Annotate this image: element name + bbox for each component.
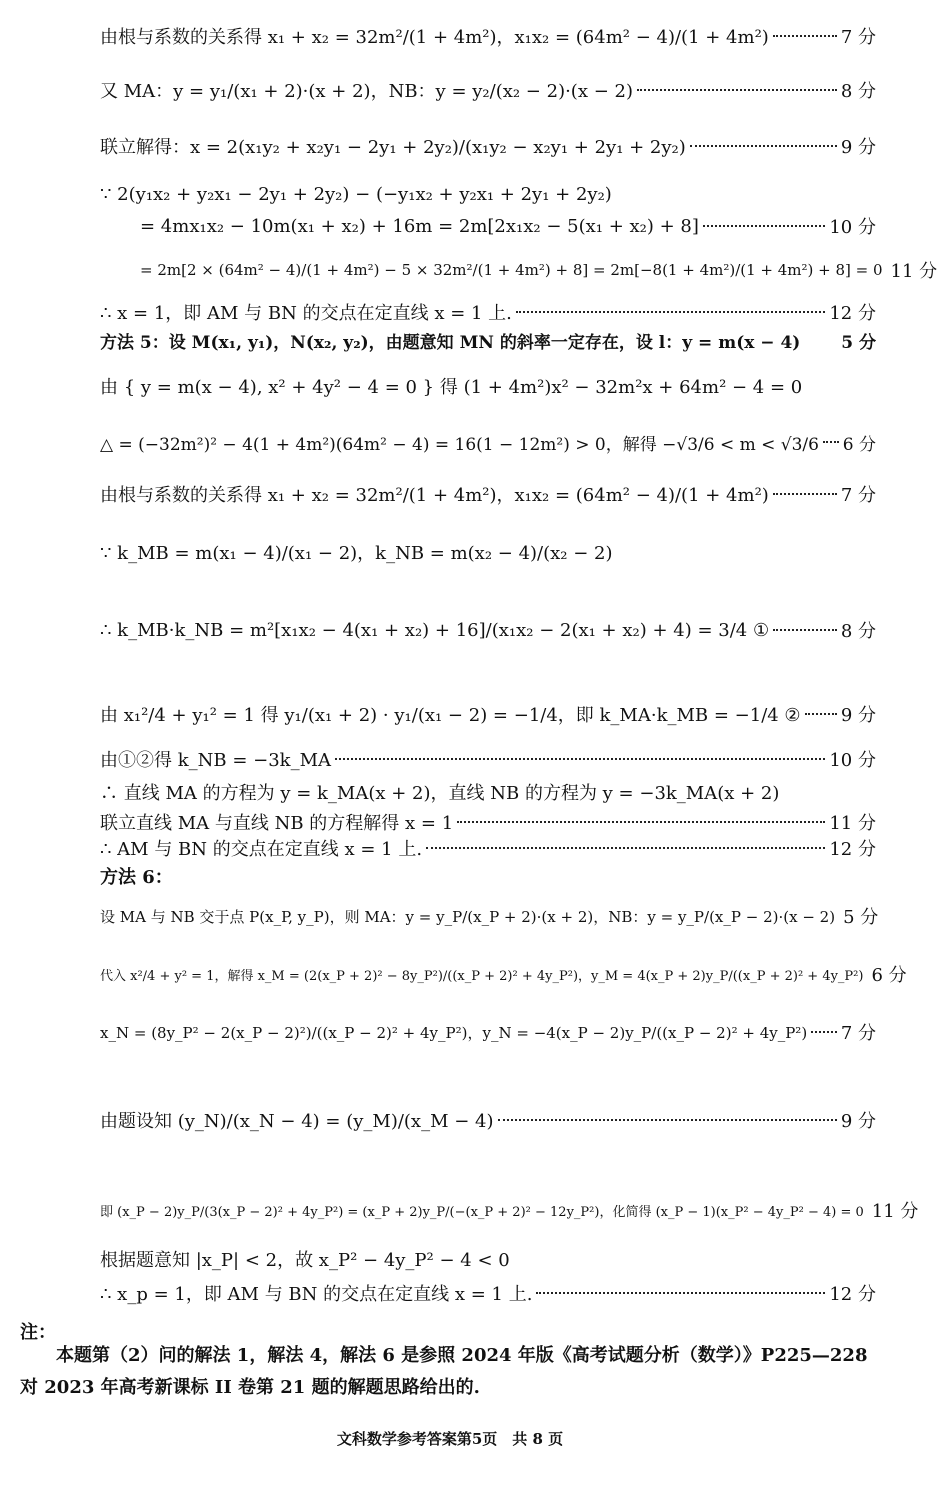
method-5-heading [100, 326, 876, 354]
solution-line [100, 694, 876, 734]
line-score: 5 分 [843, 907, 879, 928]
leader-dots [773, 35, 837, 37]
line-text: 联立解得：x = 2(x₁y₂ + x₂y₁ − 2y₁ + 2y₂)/(x₁y₂ − x₂y₁ + 2y₁ + 2y₂) [100, 137, 686, 158]
line-text: ∴ x_p = 1，即 AM 与 BN 的交点在定直线 x = 1 上. [100, 1284, 533, 1305]
line-score: 10 分 [829, 217, 876, 238]
line-text: ∴ AM 与 BN 的交点在定直线 x = 1 上. [100, 839, 423, 860]
note-text: 本题第（2）问的解法 1，解法 4，解法 6 是参照 2024 年版《高考试题分析（数学）》P225—228 对 2023 年高考新课标 II 卷第 21 题的解题思路给出的. [20, 1345, 868, 1398]
leader-dots [703, 225, 825, 227]
line-text: 设 MA 与 NB 交于点 P(x_P, y_P)，则 MA：y = y_P/(x_P + 2)·(x + 2)，NB：y = y_P/(x_P − 2)·(x − 2) [100, 907, 836, 926]
solution-line [100, 180, 876, 208]
solution-line [100, 1080, 876, 1160]
line-score: 11 分 [890, 261, 937, 282]
note-label-text: 注： [20, 1322, 56, 1343]
solution-line [100, 530, 876, 574]
solution-line [100, 362, 876, 410]
solution-line [100, 1188, 919, 1232]
solution-line [100, 952, 907, 996]
solution-line [140, 212, 876, 240]
line-score: 11 分 [829, 813, 876, 834]
solution-line [100, 72, 876, 108]
leader-dots [690, 145, 837, 147]
line-text: 方法 5：设 M(x₁, y₁)，N(x₂, y₂)，由题意知 MN 的斜率一定存在，设 l：y = m(x − 4) [100, 332, 801, 353]
solution-line [100, 1278, 876, 1308]
solution-line [100, 808, 876, 836]
line-text: 由题设知 (y_N)/(x_N − 4) = (y_M)/(x_M − 4) [100, 1111, 494, 1132]
leader-dots [335, 758, 825, 760]
solution-line [100, 18, 876, 54]
solution-line [100, 744, 876, 774]
leader-dots [805, 713, 837, 715]
line-text: 又 MA：y = y₁/(x₁ + 2)·(x + 2)，NB：y = y₂/(x₂ − 2)·(x − 2) [100, 81, 633, 102]
solution-line [100, 420, 876, 464]
leader-dots [823, 441, 839, 443]
line-score: 8 分 [840, 81, 876, 102]
line-text: 即 (x_P − 2)y_P/(3(x_P − 2)² + 4y_P²) = (x_P + 2)y_P/(−(x_P + 2)² − 12y_P²)，化简得 (x_P − 1)(x_P² − 4y_P² − 4) = 0 [100, 1204, 864, 1220]
line-score: 10 分 [829, 750, 876, 771]
line-score: 7 分 [840, 1023, 876, 1044]
solution-line [100, 834, 876, 862]
solution-line [100, 778, 876, 806]
solution-line [100, 1010, 876, 1054]
line-text: ∴ k_MB·k_NB = m²[x₁x₂ − 4(x₁ + x₂) + 16]/(x₁x₂ − 2(x₁ + x₂) + 4) = 3/4 ① [100, 619, 770, 641]
leader-dots [426, 847, 825, 849]
line-text: 根据题意知 |x_P| < 2，故 x_P² − 4y_P² − 4 < 0 [100, 1250, 510, 1271]
line-text: 联立直线 MA 与直线 NB 的方程解得 x = 1 [100, 813, 454, 834]
page-footer: 文科数学参考答案第5页 共 8 页 [336, 1430, 564, 1448]
line-text: ∴ x = 1，即 AM 与 BN 的交点在定直线 x = 1 上. [100, 303, 512, 324]
line-text: ∵ k_MB = m(x₁ − 4)/(x₁ − 2)，k_NB = m(x₂ − 4)/(x₂ − 2) [100, 543, 613, 564]
line-text: 由根与系数的关系得 x₁ + x₂ = 32m²/(1 + 4m²)，x₁x₂ = (64m² − 4)/(1 + 4m²) [100, 27, 769, 48]
solution-line [100, 1244, 876, 1274]
leader-dots [536, 1292, 825, 1294]
line-text: = 2m[2 × (64m² − 4)/(1 + 4m²) − 5 × 32m²/(1 + 4m²) + 8] = 2m[−8(1 + 4m²)/(1 + 4m²) + 8] = 0 [140, 261, 883, 279]
line-text: x_N = (8y_P² − 2(x_P − 2)²)/((x_P − 2)² + 4y_P²)，y_N = −4(x_P − 2)y_P/((x_P − 2)² + 4y_P²) [100, 1023, 808, 1042]
line-score: 12 分 [829, 1284, 876, 1305]
solution-line [100, 600, 876, 660]
leader-dots [811, 1031, 837, 1033]
line-score: 12 分 [829, 303, 876, 324]
line-score: 12 分 [829, 839, 876, 860]
line-text: 由根与系数的关系得 x₁ + x₂ = 32m²/(1 + 4m²)，x₁x₂ = (64m² − 4)/(1 + 4m²) [100, 485, 769, 506]
line-text: 方法 6： [100, 867, 173, 888]
line-score: 9 分 [840, 705, 876, 726]
line-text: 由 { y = m(x − 4), x² + 4y² − 4 = 0 } 得 (1 + 4m²)x² − 32m²x + 64m² − 4 = 0 [100, 377, 803, 398]
leader-dots [498, 1119, 837, 1121]
solution-line [100, 896, 879, 936]
line-text: 由 x₁²/4 + y₁² = 1 得 y₁/(x₁ + 2) · y₁/(x₁ − 2) = −1/4，即 k_MA·k_MB = −1/4 ② [100, 705, 801, 726]
leader-dots [773, 493, 837, 495]
leader-dots [516, 311, 825, 313]
leader-dots [773, 629, 837, 631]
line-score: 6 分 [871, 965, 907, 986]
line-text: 由①②得 k_NB = −3k_MA [100, 750, 332, 771]
line-score: 11 分 [871, 1201, 919, 1222]
line-score: 5 分 [841, 332, 876, 353]
line-text: 代入 x²/4 + y² = 1，解得 x_M = (2(x_P + 2)² − 8y_P²)/((x_P + 2)² + 4y_P²)，y_M = 4(x_P + 2)y_P/((x_P + 2)² + 4y_P²) [100, 968, 864, 984]
line-score: 7 分 [840, 485, 876, 506]
line-text: ∵ 2(y₁x₂ + y₂x₁ − 2y₁ + 2y₂) − (−y₁x₂ + y₂x₁ + 2y₁ + 2y₂) [100, 183, 612, 205]
solution-line [140, 250, 937, 290]
line-score: 7 分 [840, 27, 876, 48]
solution-line [100, 128, 876, 164]
line-text: △ = (−32m²)² − 4(1 + 4m²)(64m² − 4) = 16(1 − 12m²) > 0，解得 −√3/6 < m < √3/6 [100, 434, 819, 455]
line-score: 6 分 [842, 434, 876, 455]
leader-dots [457, 821, 825, 823]
line-score: 9 分 [840, 137, 876, 158]
solution-line [100, 298, 876, 326]
leader-dots [637, 89, 837, 91]
line-score: 9 分 [840, 1111, 876, 1132]
solution-line [100, 474, 876, 514]
method-6-heading [100, 862, 876, 890]
line-text: = 4mx₁x₂ − 10m(x₁ + x₂) + 16m = 2m[2x₁x₂ − 5(x₁ + x₂) + 8] [140, 215, 699, 237]
line-score: 8 分 [840, 621, 876, 642]
line-text: ∴ 直线 MA 的方程为 y = k_MA(x + 2)，直线 NB 的方程为 y = −3k_MA(x + 2) [100, 783, 780, 804]
